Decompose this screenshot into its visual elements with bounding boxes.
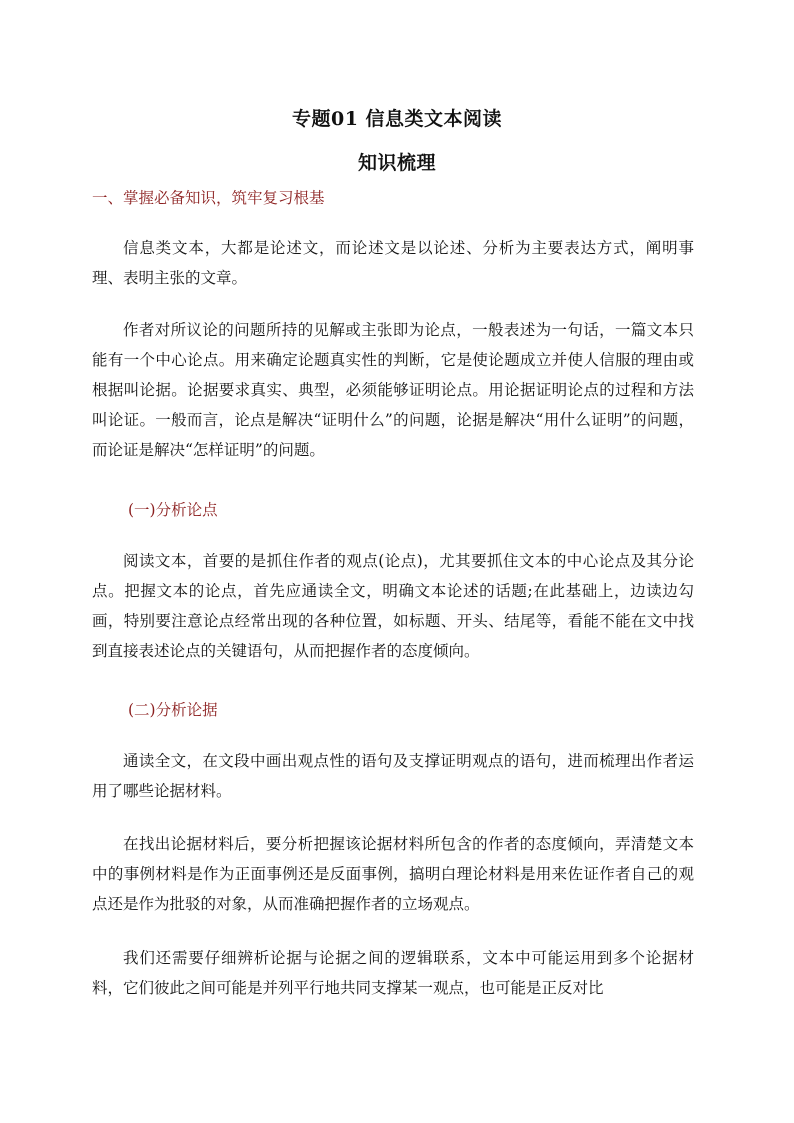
document-subtitle: 知识梳理 (357, 152, 436, 174)
document-title: 专题01 信息类文本阅读 (291, 108, 503, 130)
subsection-heading-argument: (一)分析论点 (128, 501, 218, 519)
paragraph-intro: 信息类文本，大都是论述文，而论述文是以论述、分析为主要表达方式，阐明事理、表明主张的文章。 (92, 239, 694, 287)
subsection-heading-evidence: (二)分析论据 (128, 701, 218, 719)
paragraph-evidence-3: 我们还需要仔细辨析论据与论据之间的逻辑联系，文本中可能运用到多个论据材料，它们彼此之间可能是并列平行地共同支撑某一观点，也可能是正反对比 (92, 949, 694, 997)
paragraph-evidence-1: 通读全文，在文段中画出观点性的语句及支撑证明观点的语句，进而梳理出作者运用了哪些论据材料。 (92, 752, 694, 800)
paragraph-definitions: 作者对所议论的问题所持的见解或主张即为论点，一般表述为一句话，一篇文本只能有一个中心论点。用来确定论题真实性的判断，它是使论题成立并使人信服的理由或根据叫论据。论据要求真实、典型，必须能够证明论点。用论据证明论点的过程和方法叫论证。一般而言，论点是解决“证明什么”的问题，论据是解决“用什么证明”的问题，而论证是解决“怎样证明”的问题。 (92, 321, 694, 459)
paragraph-argument: 阅读文本，首要的是抓住作者的观点(论点)，尤其要抓住文本的中心论点及其分论点。把握文本的论点，首先应通读全文，明确文本论述的话题;在此基础上，边读边勾画，特别要注意论点经常出现的各种位置，如标题、开头、结尾等，看能不能在文中找到直接表述论点的关键语句，从而把握作者的态度倾向。 (92, 552, 694, 660)
section-heading: 一、掌握必备知识，筑牢复习根基 (92, 189, 325, 207)
paragraph-evidence-2: 在找出论据材料后，要分析把握该论据材料所包含的作者的态度倾向，弄清楚文本中的事例材料是作为正面事例还是反面事例，搞明白理论材料是用来佐证作者自己的观点还是作为批驳的对象，从而准确把握作者的立场观点。 (92, 835, 694, 913)
